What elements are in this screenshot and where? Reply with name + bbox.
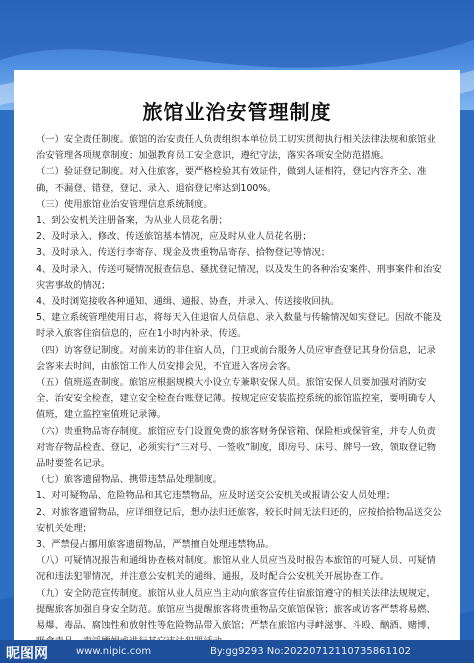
paragraph: （四）访客登记制度。对前来访的非住宿人员，门卫或前台服务人员应审查登记其身份信息，记录会客来去时间，由旅馆工作人员安排会见，不宜进入客房会客。	[36, 344, 436, 372]
paragraph: 4、及时浏览接收各种通知、通缉、通报、协查，并录入、传送接收回执。	[36, 296, 340, 308]
paragraph: 1、到公安机关注册备案，为从业人员花名册；	[36, 215, 228, 227]
document-body	[36, 132, 444, 651]
site-url: www.nipic.com	[76, 646, 152, 657]
paragraph: 2、及时录入、修改、传送旅馆基本情况，应及时从业人员花名册；	[36, 231, 312, 243]
site-logo: 昵图网	[6, 646, 48, 662]
paragraph: （六）贵重物品寄存制度。旅馆应专门设置免费的旅客财务保管箱、保险柜或保管室，并专人负责对寄存物品检查、登记，必须实行“三对号、一签收”制度，即房号、床号、牌号一致，领取登记物品时要签名记录。	[36, 425, 437, 470]
paragraph: （二）验证登记制度。对入住旅客，要严格检验其有效证件，做到人证相符，登记内容齐全、准确，不漏登、错登，登记、录入、退宿登记率达到100%。	[36, 166, 427, 194]
paragraph: 5、建立系统管理使用日志，将每天入住退宿人员信息、录入数量与传输情况如实登记。因故不能及时录入旅客住宿信息的，应在1小时内补录、传送。	[36, 312, 442, 340]
paragraph: （九）安全防范宣传制度。旅馆从业人员应当主动向旅客宣传住宿旅馆遵守的相关法律法规规定，提醒旅客加强自身安全防范。旅馆应当提醒旅客将贵重物品交旅馆保管；旅客或访客严禁将易燃、易爆、毒品、腐蚀性和放射性等危险物品带入旅馆；严禁在旅馆内寻衅滋事、斗殴、酗酒、赌博、	[36, 587, 436, 632]
document-sheet	[14, 70, 460, 640]
paragraph: （八）可疑情况报告和通缉协查核对制度。旅馆从业人员应当及时报告本旅馆的可疑人员、可疑情况和违法犯罪情况，并注意公安机关的通缉、通报，及时配合公安机关开展协查工作。	[36, 555, 436, 583]
paragraph: 2、对旅客遗留物品，应详细登记后，想办法归还旅客，较长时间无法归还的，应按拾拾物品送交公安机关处理；	[36, 506, 442, 534]
paragraph: 3、及时录入、传送行李寄存、现金及贵重物品寄存、拾物登记等情况；	[36, 247, 331, 259]
paragraph: （一）安全责任制度。旅馆的治安责任人负责组织本单位员工切实贯彻执行相关法律法规和旅馆业治安管理各项规章制度；加强教育员工安全意识，遵纪守法，落实各项安全防范措施。	[36, 134, 436, 162]
paragraph: （三）使用旅馆业治安管理信息系统制度。	[36, 198, 213, 210]
paragraph: 4、及时录入、传送可疑情况报查信息、骚扰登记情况，以及发生的各种治安案件、刑事案件和治安灾害事故的情况；	[36, 263, 442, 291]
paragraph: （五）值班巡查制度。旅馆应根据规模大小设立专兼职安保人员。旅馆安保人员要加强对消防安全、治安安全检查，建立安全检查台账登记薄。按规定应安装监控系统的旅馆监控室，要明确专人值班，建立监控室值班记录簿。	[36, 377, 436, 421]
document-title: 旅馆业治安管理制度	[142, 100, 332, 124]
watermark-bar	[0, 640, 474, 663]
paragraph: （七）旅客遗留物品、携带违禁品处理制度。	[36, 474, 222, 486]
paragraph: 1、对可疑物品、危险物品和其它违禁物品，应及时送交公安机关或报请公安人员处理；	[36, 490, 396, 502]
image-byline: By:gg9293 No:20220712110735861102	[210, 646, 411, 657]
paragraph: 3、严禁侵占挪用旅客遗留物品，严禁擅自处理违禁物品。	[36, 539, 275, 551]
